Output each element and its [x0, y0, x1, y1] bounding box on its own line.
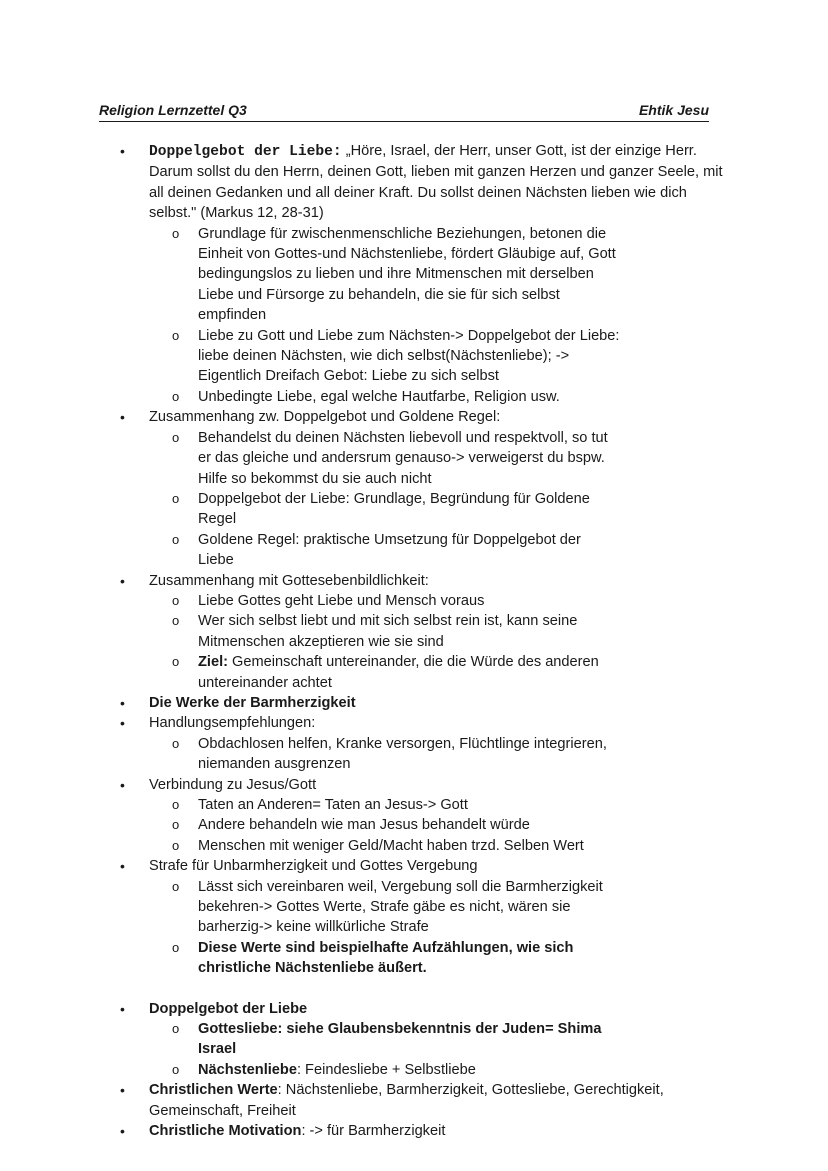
sub-list: [0, 734, 728, 775]
sub-bullet-icon: o: [172, 735, 180, 751]
bullet-icon: •: [120, 409, 125, 426]
sub-item: [0, 387, 728, 407]
naechstenliebe-label: Nächstenliebe: [198, 1061, 297, 1078]
item-text: Zusammenhang mit Gottesebenbildlichkeit:: [149, 572, 429, 589]
item-text: : -> für Barmherzigkeit: [301, 1123, 446, 1140]
ziel-label: Ziel:: [198, 654, 228, 671]
sub-bullet-icon: o: [172, 225, 180, 241]
bullet-icon: •: [120, 715, 125, 732]
sub-bullet-icon: o: [172, 613, 180, 629]
sub-item-text: Gemeinschaft untereinander, die die Würde des anderen untereinander achtet: [198, 654, 599, 691]
bullet-icon: •: [120, 776, 125, 793]
sub-bullet-icon: o: [172, 388, 180, 404]
quote-markus: „Höre, Israel, der Herr, unser Gott, ist der einzige Herr. Darum sollst du den Herrn, deinen Gott, lieben mit ganzen Herzen und ganzer Seele, mit all deinen Gedanken und all deiner Kraft. Du sollst deinen Nächsten lieben wie dich selbst." (Markus 12, 28-31): [149, 143, 723, 222]
sub-bullet-icon: o: [172, 939, 180, 955]
sub-item-text: Doppelgebot der Liebe: Grundlage, Begründung für Goldene Regel: [198, 490, 590, 528]
sub-bullet-icon: o: [172, 878, 180, 894]
bullet-icon: •: [120, 143, 125, 159]
sub-item: [0, 489, 728, 530]
sub-item-text: Unbedingte Liebe, egal welche Hautfarbe, Religion usw.: [198, 388, 560, 405]
page-header: [99, 101, 709, 122]
sub-item: [0, 1060, 728, 1080]
sub-item-text: Liebe Gottes geht Liebe und Mensch voraus: [198, 592, 485, 609]
list-item-strafe: [0, 856, 828, 998]
sub-item-text: Andere behandeln wie man Jesus behandelt würde: [198, 817, 530, 834]
sub-item-text: Diese Werte sind beispielhafte Aufzählungen, wie sich christliche Nächstenliebe äußert.: [198, 939, 574, 977]
header-topic: Ehtik Jesu: [638, 102, 709, 118]
sub-item-text: : Feindesliebe + Selbstliebe: [296, 1061, 476, 1078]
list-item-werke: [0, 693, 828, 713]
bullet-icon: •: [120, 694, 125, 711]
sub-bullet-icon: o: [172, 592, 180, 608]
list-item-doppelgebot: [0, 141, 828, 407]
list-item-gottesebenbildlichkeit: [0, 571, 828, 693]
sub-bullet-icon: o: [172, 1061, 180, 1077]
list-item-handlungsempfehlungen: [0, 713, 828, 774]
item-label: Christliche Motivation: [149, 1123, 302, 1140]
item-text: Die Werke der Barmherzigkeit: [149, 694, 356, 711]
sub-bullet-icon: o: [172, 797, 180, 812]
sub-list: [0, 224, 728, 408]
term-doppelgebot: Doppelgebot der Liebe:: [149, 144, 342, 160]
list-item-goldene-regel: [0, 407, 828, 570]
list-item-verbindung: [0, 775, 828, 857]
header-title: Religion Lernzettel Q3: [99, 102, 247, 118]
sub-item-text: Obdachlosen helfen, Kranke versorgen, Flüchtlinge integrieren, niemanden ausgrenzen: [198, 735, 607, 773]
sub-bullet-icon: o: [172, 429, 180, 445]
list-item-christliche-motivation: [0, 1121, 828, 1141]
sub-bullet-icon: o: [172, 654, 180, 670]
sub-item: [0, 1019, 728, 1060]
sub-item-text: Menschen mit weniger Geld/Macht haben trzd. Selben Wert: [198, 837, 584, 854]
list-item-doppelgebot-2: [0, 999, 828, 1081]
sub-item-text: Liebe zu Gott und Liebe zum Nächsten-> Doppelgebot der Liebe: liebe deinen Nächsten, wie dich selbst(Nächstenliebe); -> Eigentlich Dreifach Gebot: Liebe zu sich selbst: [198, 327, 620, 385]
sub-bullet-icon: o: [172, 817, 180, 833]
item-text: Strafe für Unbarmherzigkeit und Gottes Vergebung: [149, 858, 478, 875]
sub-list: [0, 877, 728, 979]
sub-item-text: Behandelst du deinen Nächsten liebevoll und respektvoll, so tut er das gleiche und andersrum genauso-> verweigerst du bspw. Hilfe so bekommst du sie auch nicht: [198, 429, 608, 487]
bullet-icon: •: [120, 858, 125, 875]
sub-bullet-icon: o: [172, 327, 180, 343]
sub-list: [0, 1019, 728, 1080]
sub-bullet-icon: o: [172, 837, 180, 853]
sub-item: [0, 428, 728, 489]
sub-item: [0, 591, 728, 611]
sub-item-text: Wer sich selbst liebt und mit sich selbst rein ist, kann seine Mitmenschen akzeptieren wie sie sind: [198, 613, 578, 650]
sub-bullet-icon: o: [172, 1021, 180, 1037]
item-label: Christlichen Werte: [149, 1082, 278, 1099]
sub-item-text: Gottesliebe: siehe Glaubensbekenntnis der Juden= Shima Israel: [198, 1021, 602, 1058]
sub-item-text: Lässt sich vereinbaren weil, Vergebung soll die Barmherzigkeit bekehren-> Gottes Werte, Strafe gäbe es nicht, wären sie barherzig-> keine willkürliche Strafe: [198, 878, 603, 936]
notes-content: [0, 141, 828, 1142]
sub-item-text: Grundlage für zwischenmenschliche Beziehungen, betonen die Einheit von Gottes-und Nächstenliebe, fördert Gläubige auf, Gott bedingungslos zu lieben und ihre Mitmenschen mit derselben Liebe und Fürsorge zu behandeln, die sie für sich selbst empfinden: [198, 225, 616, 324]
list-item-christliche-werte: [0, 1080, 828, 1121]
sub-item: [0, 611, 728, 652]
sub-item: [0, 734, 728, 775]
bullet-icon: •: [120, 1123, 125, 1140]
item-text: Zusammenhang zw. Doppelgebot und Goldene Regel:: [149, 409, 501, 426]
sub-item: [0, 795, 728, 815]
bullet-icon: •: [120, 1000, 125, 1017]
item-text: Handlungsempfehlungen:: [149, 715, 316, 732]
sub-item: [0, 815, 728, 835]
item-text: Verbindung zu Jesus/Gott: [149, 776, 317, 793]
sub-list: [0, 428, 728, 571]
sub-item: [0, 938, 728, 979]
sub-item-text: Goldene Regel: praktische Umsetzung für Doppelgebot der Liebe: [198, 531, 581, 569]
sub-list: [0, 591, 728, 693]
sub-item: [0, 836, 728, 856]
main-list: [0, 141, 828, 1142]
sub-item: [0, 326, 728, 387]
sub-item: [0, 224, 728, 326]
sub-list: [0, 795, 728, 856]
sub-bullet-icon: o: [172, 490, 180, 506]
sub-bullet-icon: o: [172, 531, 180, 547]
sub-item: [0, 877, 728, 938]
bullet-icon: •: [120, 1082, 125, 1099]
sub-item: [0, 530, 728, 571]
item-text: Doppelgebot der Liebe: [149, 1000, 308, 1017]
item-text: : Nächstenliebe, Barmherzigkeit, Gottesliebe, Gerechtigkeit, Gemeinschaft, Freiheit: [149, 1082, 664, 1119]
sub-item-text: Taten an Anderen= Taten an Jesus-> Gott: [198, 797, 468, 813]
spacer: [149, 979, 728, 999]
sub-item: [0, 652, 728, 693]
bullet-icon: •: [120, 572, 125, 589]
